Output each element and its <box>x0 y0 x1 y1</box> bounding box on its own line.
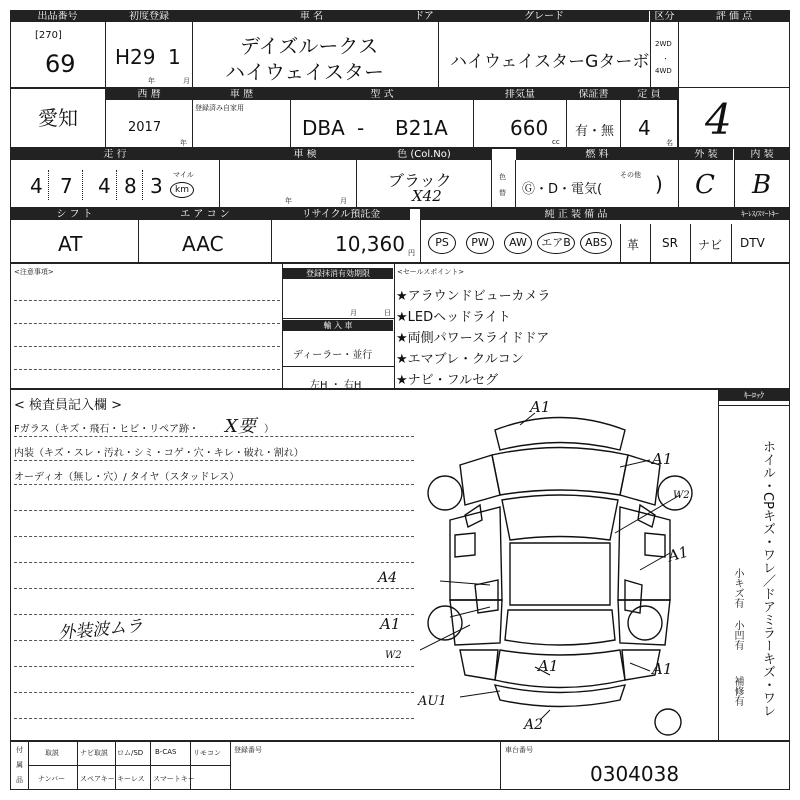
inspection-label: 車 検 <box>220 149 390 160</box>
footer-label-smartkey: スマートキー <box>153 775 195 783</box>
drive-dot: ・ <box>662 55 669 63</box>
mark-right-mid: A1 <box>666 542 691 566</box>
lot-header: 出品番号 <box>10 11 105 22</box>
grade-value: ハイウェイスターGターボ <box>450 52 650 72</box>
score-label: 評 価 点 <box>679 11 789 22</box>
door-label: ドア <box>410 11 438 22</box>
sales-point-4: ★エマブレ・クルコン <box>396 352 524 367</box>
fuel-close: ) <box>655 172 663 196</box>
dotted-line <box>14 614 414 615</box>
divider <box>115 741 116 790</box>
ac-value: AAC <box>182 232 224 256</box>
divider <box>394 263 395 389</box>
mileage-digit-1: 4 <box>30 174 43 198</box>
drive-2wd: 2WD <box>655 40 672 48</box>
chassis-value: 0304038 <box>590 762 680 786</box>
car-name-line2: ハイウェイスター <box>225 60 384 84</box>
color-code: X42 <box>412 187 442 205</box>
interior-label: 内 装 <box>735 149 789 160</box>
equip-ps: PS <box>428 232 456 254</box>
caution-label: <注意事項> <box>14 268 54 276</box>
divider <box>650 224 651 263</box>
equip-leather: 革 <box>627 238 640 252</box>
handle: 左H ・ 右H <box>310 380 362 391</box>
displacement-unit: cc <box>552 138 560 146</box>
mileage-unit-km: km <box>170 182 194 198</box>
displacement-value: 660 <box>510 116 549 140</box>
exterior-label: 外 装 <box>679 149 733 160</box>
divider <box>500 741 501 790</box>
keylock-label: ｷｰﾛｯｸ <box>719 390 789 401</box>
first-reg-year: H29 <box>115 45 156 69</box>
equip-airbag: エアB <box>537 232 575 254</box>
divider <box>620 224 621 263</box>
equip-aw: AW <box>504 232 532 254</box>
mark-rear-center: A1 <box>538 657 559 675</box>
dotted-line <box>14 346 280 347</box>
car-diagram <box>420 395 718 740</box>
dotted-line <box>14 536 414 537</box>
mileage-digit-2: 7 <box>60 174 73 198</box>
year-unit2: 年 <box>180 139 187 147</box>
lot-number: 69 <box>45 50 76 78</box>
dotted-line <box>14 510 414 511</box>
equip-sr: SR <box>662 236 678 250</box>
color-label: 色 (Col.No) <box>357 149 491 160</box>
inspection-month: 月 <box>340 197 347 205</box>
keyless-label: ｷｰﾚｽ/ｽﾏｰﾄｷｰ <box>731 209 789 220</box>
shift-value: AT <box>58 232 83 256</box>
inspection-year: 年 <box>285 197 292 205</box>
digit-sep <box>116 170 117 200</box>
divider <box>28 765 230 766</box>
mileage-unit-top: マイル <box>173 171 194 179</box>
mark-bottom-left: AU1 <box>418 694 447 709</box>
divider <box>282 318 394 319</box>
ac-label: エ ア コ ン <box>139 209 271 220</box>
reg-day: 日 <box>384 309 391 317</box>
import-label: 輸 入 車 <box>283 320 393 331</box>
mark-right-door: W2 <box>673 490 690 501</box>
capacity-unit: 名 <box>666 139 673 147</box>
digit-sep <box>82 170 83 200</box>
sales-point-3: ★両側パワースライドドア <box>396 331 550 346</box>
mileage-digit-3: 4 <box>98 174 111 198</box>
grade-label: グレード <box>439 11 649 22</box>
color-value: ブラック <box>388 171 452 190</box>
dotted-line <box>14 666 414 667</box>
model-dash: - <box>357 116 365 140</box>
reg-month: 月 <box>350 309 357 317</box>
import-dealer: ディーラー・並行 <box>293 350 373 361</box>
right-note-sub2: 小凹有 <box>732 620 743 650</box>
year-label: 西 暦 <box>106 89 192 100</box>
footer-label-navi-manual: ナビ取説 <box>80 749 108 757</box>
drive-4wd: 4WD <box>655 67 672 75</box>
mark-rear-right: A1 <box>652 660 673 678</box>
year-value: 2017 <box>128 120 162 135</box>
right-note-main: ホイル・CPキズ・ワレ／ドアミラーキズ・ワレ <box>760 440 775 717</box>
capacity-label: 定 員 <box>621 89 677 100</box>
divider <box>77 741 78 790</box>
footer-left-3: 品 <box>16 776 23 784</box>
mark-left-rear2: A1 <box>380 615 401 633</box>
footer-left-1: 付 <box>16 746 23 754</box>
dotted-line <box>14 436 414 437</box>
month-unit: 月 <box>183 77 190 85</box>
mark-left-lower: W2 <box>385 650 402 661</box>
model-label: 型 式 <box>291 89 473 100</box>
inspection-line2: 内装（キズ・スレ・汚れ・シミ・コゲ・穴・キレ・破れ・割れ） <box>14 448 304 459</box>
interior-grade: B <box>752 170 772 200</box>
footer-label-spare-key: スペアキー <box>80 775 115 783</box>
dotted-line <box>14 323 280 324</box>
dotted-line <box>14 692 414 693</box>
dotted-line <box>14 369 280 370</box>
warranty-value: 有・無 <box>575 124 615 139</box>
inspection-title: < 検査員記入欄 > <box>14 398 123 413</box>
lot-prefix: [270] <box>35 30 62 41</box>
first-reg-label: 初度登録 <box>106 11 192 22</box>
mileage-digit-4: 8 <box>124 174 137 198</box>
sales-point-1: ★アラウンドビューカメラ <box>396 289 551 304</box>
inspection-line3: オーディオ（無し・穴）/ タイヤ（スタッドレス） <box>14 472 240 483</box>
exterior-grade: C <box>695 170 715 200</box>
footer-label-rom: ロム/SD <box>117 749 144 757</box>
shift-label: シ フ ト <box>11 209 138 220</box>
year-unit: 年 <box>148 77 155 85</box>
recycle-unit: 円 <box>408 249 415 257</box>
digit-sep <box>142 170 143 200</box>
dotted-line <box>14 588 414 589</box>
car-name-label: 車 名 <box>193 11 430 22</box>
equip-pw: PW <box>466 232 494 254</box>
footer-label-keyless: キーレス <box>117 775 145 783</box>
divider <box>718 389 719 741</box>
right-note-sub1: 小キズ有 <box>732 568 743 608</box>
mark-front-top: A1 <box>530 398 551 416</box>
mileage-digit-5: 3 <box>150 174 163 198</box>
dotted-line <box>14 718 414 719</box>
divider <box>230 741 231 790</box>
car-name-line1: デイズルークス <box>240 34 379 58</box>
dotted-line <box>14 562 414 563</box>
sales-point-5: ★ナビ・フルセグ <box>396 373 499 388</box>
displacement-label: 排気量 <box>474 89 566 100</box>
recycle-label: リサイクル預託金 <box>272 209 410 220</box>
divider <box>690 224 691 263</box>
divider <box>282 366 394 367</box>
digit-sep <box>48 170 49 200</box>
equip-abs: ABS <box>580 232 612 254</box>
reg-expiry-label: 登録抹消有効期限 <box>283 268 393 279</box>
inspection-line1-close: ） <box>264 424 274 435</box>
first-reg-month: 1 <box>168 45 181 69</box>
sales-label: <セールスポイント> <box>397 268 465 276</box>
footer-label-number: ナンバー <box>38 775 66 783</box>
region: 愛知 <box>38 106 78 130</box>
footer-label-manual: 取説 <box>45 749 59 757</box>
model-prefix: DBA <box>302 116 345 140</box>
reg-note: 登録済み自家用 <box>195 104 244 112</box>
mark-left-rear: A4 <box>378 570 398 586</box>
right-note-sub3: 補修有 <box>732 676 743 706</box>
footer-label-bcas: B-CAS <box>155 748 177 756</box>
divider <box>718 405 790 406</box>
fuel-other: その他 <box>620 171 641 179</box>
reg-number-label: 登録番号 <box>234 746 262 754</box>
chassis-label: 車台番号 <box>505 746 533 754</box>
fuel-options: Ⓖ・D・電気( <box>522 182 603 197</box>
warranty-label: 保証書 <box>567 89 620 100</box>
recycle-value: 10,360 <box>335 232 405 256</box>
dotted-line <box>14 484 414 485</box>
equip-navi: ナビ <box>698 238 723 252</box>
divider <box>150 741 151 790</box>
capacity-value: 4 <box>638 116 651 140</box>
drive-label: 区分 <box>651 11 678 22</box>
mark-bottom: A2 <box>524 717 544 733</box>
dotted-line <box>14 460 414 461</box>
sales-point-2: ★LEDヘッドライト <box>396 310 511 325</box>
handwritten-note: 外装波ムラ <box>57 616 144 644</box>
equipment-label: 純 正 装 備 品 <box>421 209 731 220</box>
divider <box>731 224 732 263</box>
fuel-label: 燃 料 <box>516 149 678 160</box>
score-box <box>678 88 790 148</box>
score-value: 4 <box>705 95 732 144</box>
mark-front-right: A1 <box>652 450 673 468</box>
mileage-label: 走 行 <box>11 149 219 160</box>
divider <box>515 160 516 208</box>
inspection-line1-mark: X要 <box>225 416 256 437</box>
model-code: B21A <box>395 116 448 140</box>
footer-left-2: 属 <box>16 761 23 769</box>
reg-label: 車 歴 <box>193 89 290 100</box>
dotted-line <box>14 300 280 301</box>
equip-dtv: DTV <box>740 236 765 250</box>
inspection-line1: Fガラス（キズ・飛石・ヒビ・リペア跡・ <box>14 424 200 435</box>
footer-label-remote: リモコン <box>193 749 221 757</box>
color-change-1: 色 <box>499 173 506 181</box>
color-change-2: 替 <box>499 189 506 197</box>
divider <box>491 148 492 208</box>
